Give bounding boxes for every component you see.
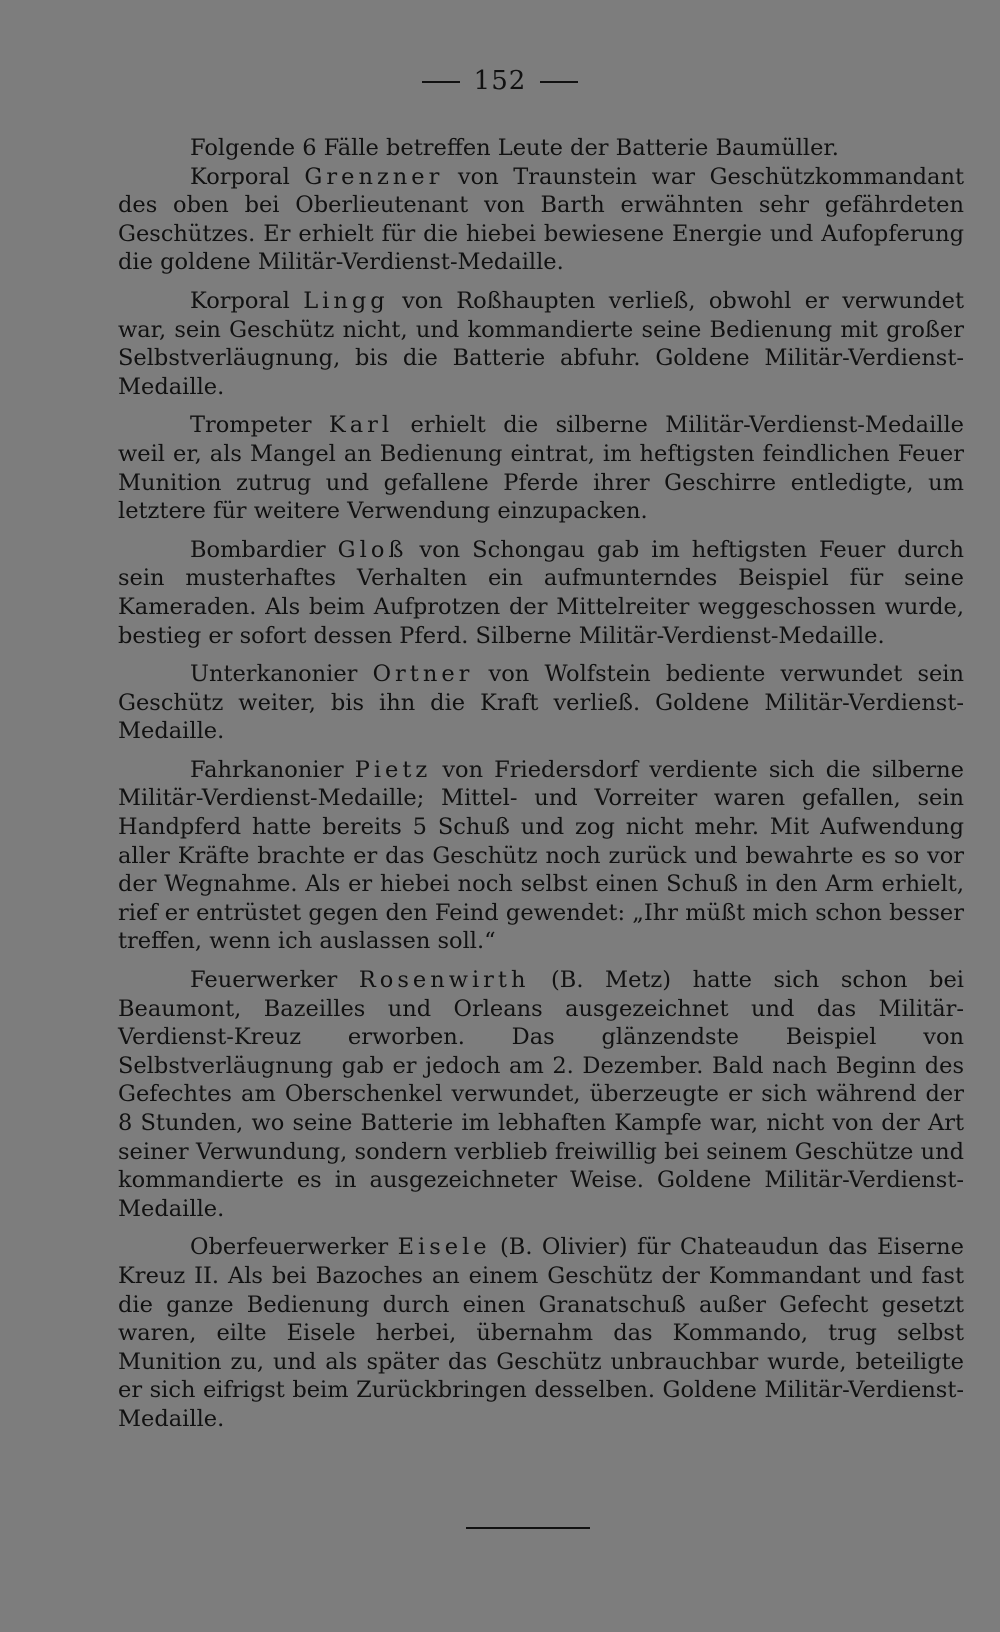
paragraph-eisele [118,1233,964,1433]
page-body [118,134,964,1444]
person-name: Pietz [354,756,432,783]
person-name: Gloß [337,536,408,563]
person-name: Ortner [372,661,474,688]
paragraph-lead: Unterkanonier [190,661,373,688]
paragraph-lead: Bombardier [190,536,338,563]
paragraph-gloss [118,536,964,650]
person-name: Grenzner [304,163,444,190]
paragraph-body: (B. Metz) hatte sich schon bei Beaumont, Bazeilles und Orleans ausgezeichnet und das Militär-Verdienst-Kreuz erworben. Das glänzendste Beispiel von Selbstverläugnung gab er jedoch am 2. Dezember. Bald nach Beginn des Gefechtes am Oberschenkel verwundet, überzeugte er sich während der 8 Stunden, wo seine Batterie im lebhaften Kampfe war, nicht von der Art seiner Verwundung, sondern verblieb freiwillig bei seinem Geschütze und kommandierte es in ausgezeichneter Weise. Goldene Militär-Verdienst-Medaille. [118,967,964,1222]
person-name: Lingg [303,287,389,314]
paragraph-pietz [118,756,964,956]
paragraph-lead: Feuerwerker [190,967,359,994]
paragraph-body: von Traunstein war Geschützkommandant des oben bei Oberlieutenant von Barth erwähnten sehr gefährdeten Geschützes. Er erhielt für die hiebei bewiesene Energie und Aufopferung die goldene Militär-Verdienst-Medaille. [118,163,964,276]
paragraph-lead: Trompeter [190,412,329,439]
paragraph-lead: Fahrkanonier [190,756,355,783]
paragraph-lead: Korporal [190,163,305,190]
person-name: Karl [328,412,394,439]
paragraph-body: von Friedersdorf verdiente sich die silberne Militär-Verdienst-Medaille; Mittel- und Vorreiter waren gefallen, sein Handpferd hatte bereits 5 Schuß und zog nicht mehr. Mit Aufwendung aller Kräfte brachte er das Geschütz noch zurück und bewahrte es so vor der Wegnahme. Als er hiebei noch selbst einen Schuß in den Arm erhielt, rief er entrüstet gegen den Feind gewendet: „Ihr müßt mich schon besser treffen, wenn ich auslassen soll.“ [118,756,964,955]
person-name: Rosenwirth [358,967,530,994]
paragraph-body: von Roßhaupten verließ, obwohl er verwundet war, sein Geschütz nicht, und kommandierte seine Bedienung mit großer Selbstverläugnung, bis die Batterie abfuhr. Goldene Militär-Verdienst-Medaille. [118,287,964,400]
header-dash-right [540,81,578,83]
paragraph-ortner [118,660,964,746]
paragraph-body: von Wolfstein bediente verwundet sein Geschütz weiter, bis ihn die Kraft verließ. Goldene Militär-Verdienst-Medaille. [118,661,964,745]
paragraph-rosenwirth [118,966,964,1223]
header-dash-left [422,81,460,83]
paragraph-lead: Oberfeuerwerker [190,1234,398,1261]
paragraph-lingg [118,287,964,401]
paragraph-lead: Korporal [190,287,304,314]
paragraph-body: erhielt die silberne Militär-Verdienst-Medaille weil er, als Mangel an Bedienung eintrat, im heftigsten feindlichen Feuer Munition zutrug und gefallene Pferde ihrer Geschirre entledigte, um letztere für weitere Verwendung einzupacken. [118,412,964,525]
page-header [0,66,1000,96]
intro-paragraph: Folgende 6 Fälle betreffen Leute der Batterie Baumüller. [190,135,839,161]
paragraph-grenzner [118,163,964,277]
page-number: 152 [473,66,527,96]
paragraph-body: (B. Olivier) für Chateaudun das Eiserne Kreuz II. Als bei Bazoches an einem Geschütz der Kommandant und fast die ganze Bedienung durch einen Granatschuß außer Gefecht gesetzt waren, eilte Eisele herbei, übernahm das Kommando, trug selbst Munition zu, und als später das Geschütz unbrauchbar wurde, beteiligte er sich eifrigst beim Zurückbringen desselben. Goldene Militär-Verdienst-Medaille. [118,1234,964,1432]
person-name: Eisele [397,1234,491,1261]
closing-rule [466,1527,590,1529]
paragraph-body: von Schongau gab im heftigsten Feuer durch sein musterhaftes Verhalten ein aufmunterndes Beispiel für seine Kameraden. Als beim Aufprotzen der Mittelreiter weggeschossen wurde, bestieg er sofort dessen Pferd. Silberne Militär-Verdienst-Medaille. [118,536,964,649]
paragraph-karl [118,411,964,525]
